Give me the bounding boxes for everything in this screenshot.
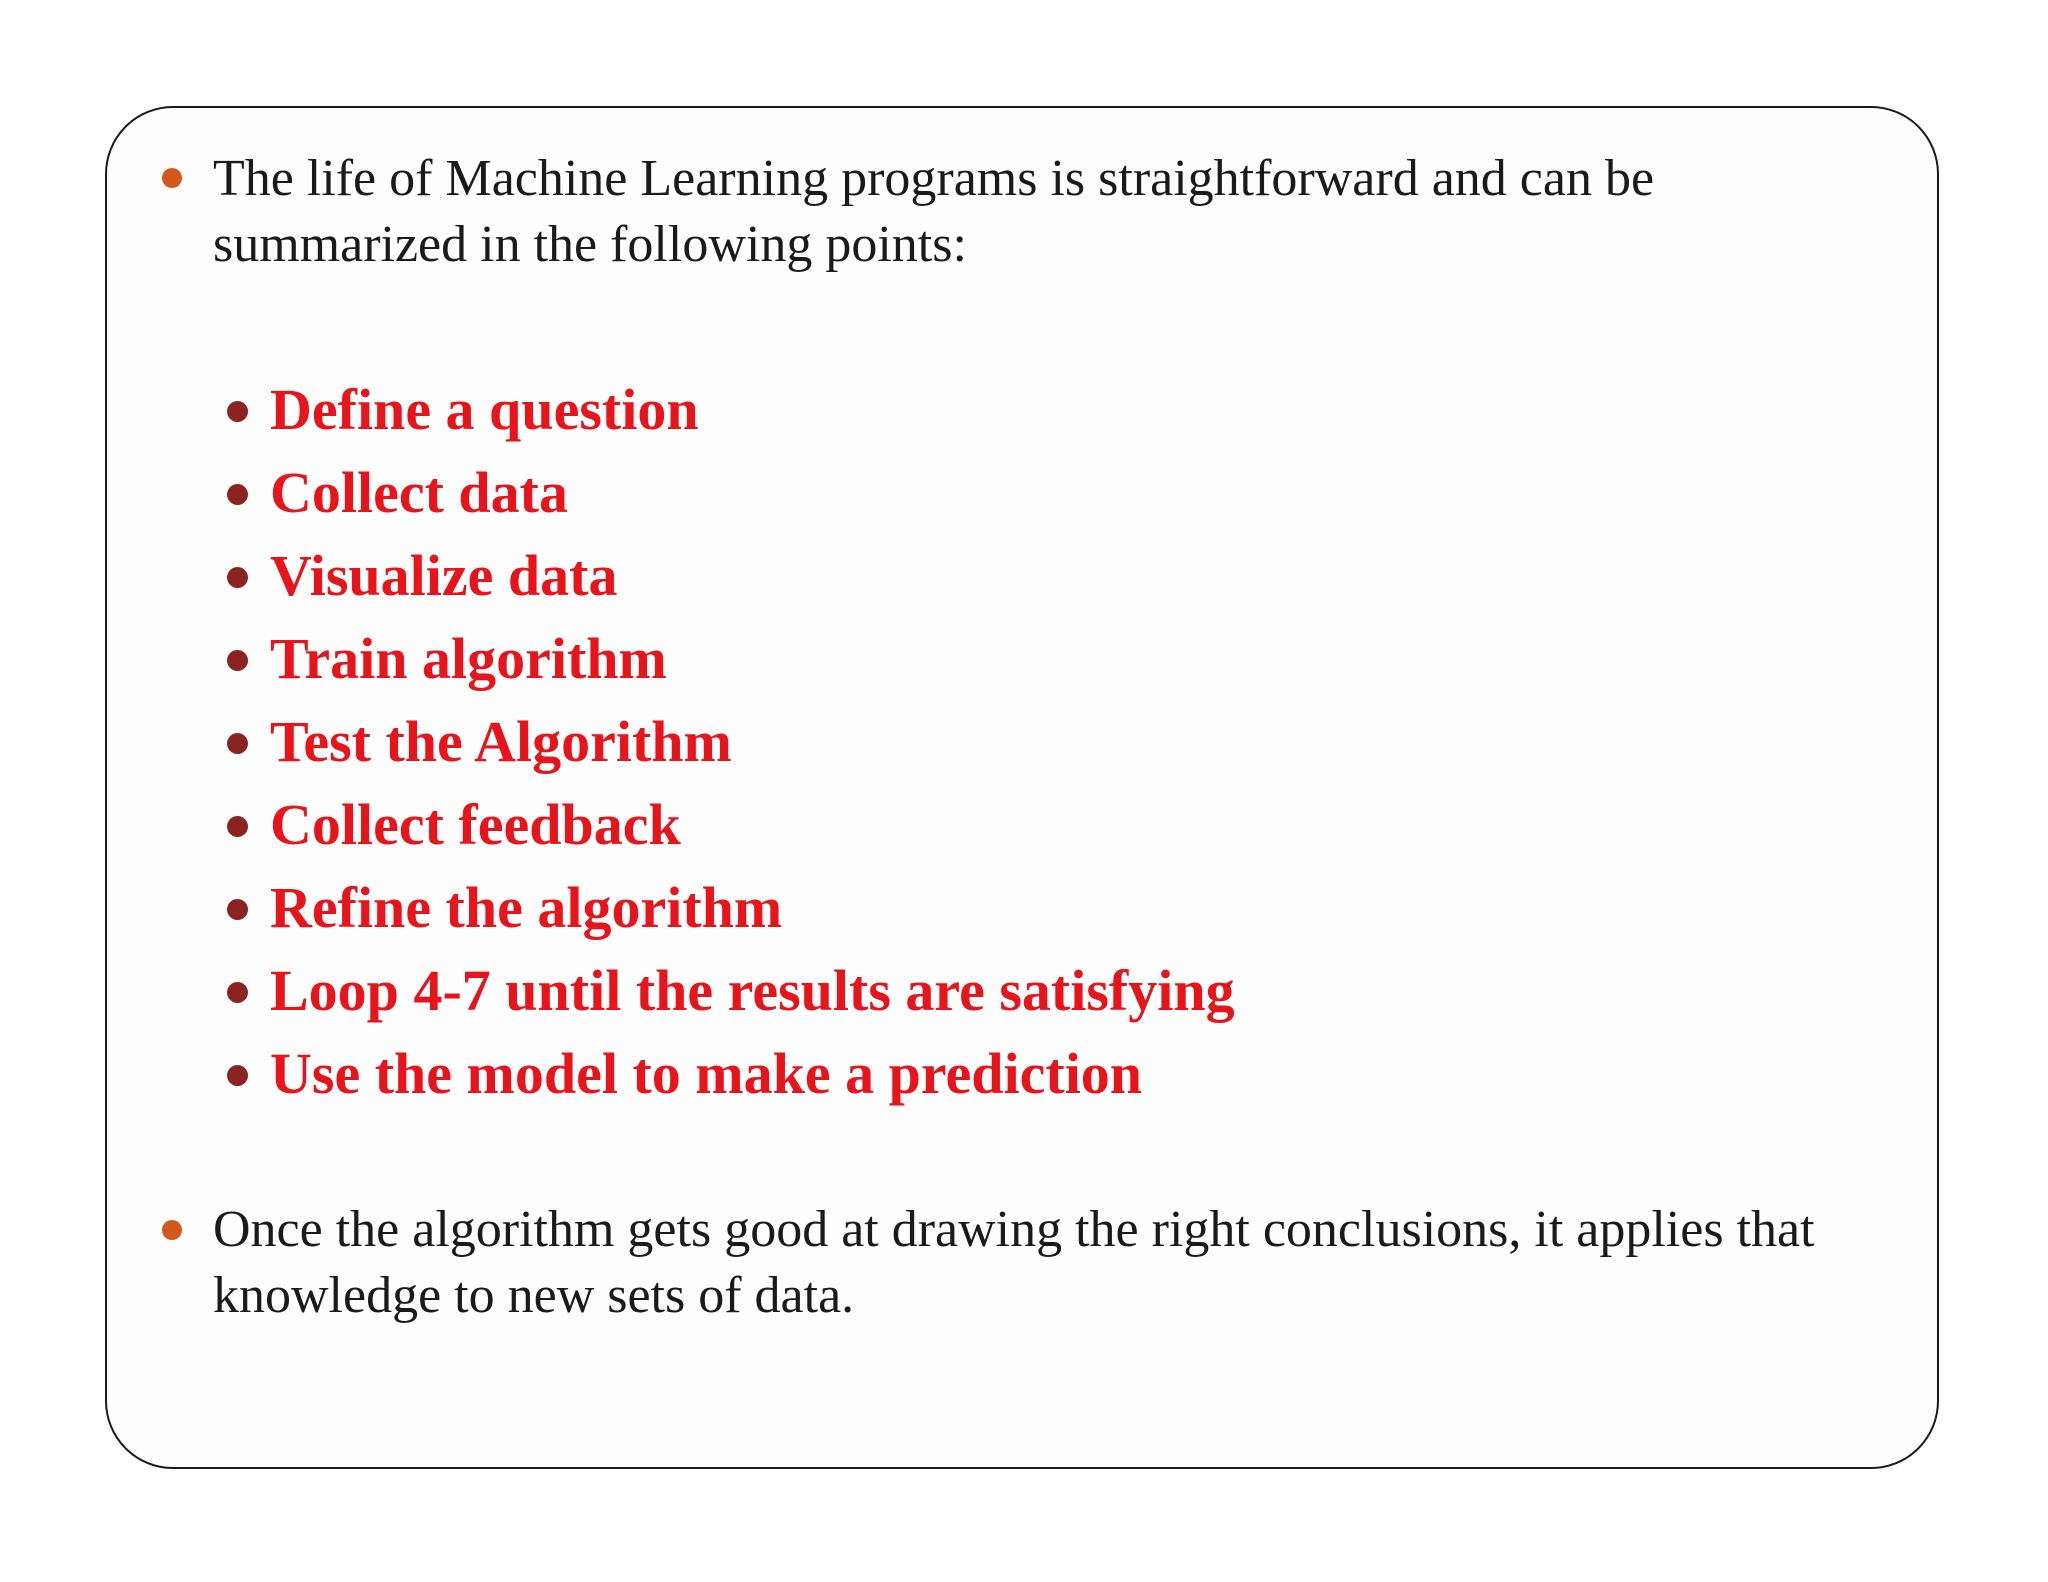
bullet-dot-icon <box>227 982 248 1003</box>
step-text: Test the Algorithm <box>270 709 732 774</box>
step-text: Refine the algorithm <box>270 875 783 940</box>
bullet-dot-icon <box>227 1065 248 1086</box>
step-text: Collect data <box>270 460 568 525</box>
main-bullet-icon <box>162 1220 182 1240</box>
bullet-dot-icon <box>227 816 248 837</box>
step-text: Loop 4-7 until the results are satisfying <box>270 958 1235 1023</box>
main-bullet-icon <box>162 168 182 188</box>
bullet-dot-icon <box>227 650 248 671</box>
step-text: Collect feedback <box>270 792 681 857</box>
step-text: Visualize data <box>270 543 618 608</box>
step-text: Use the model to make a prediction <box>270 1041 1143 1106</box>
intro-text: The life of Machine Learning programs is straightforward and can be summarized in the following points: <box>213 150 1655 273</box>
step-text: Define a question <box>270 377 699 442</box>
bullet-dot-icon <box>227 733 248 754</box>
step-text: Train algorithm <box>270 626 667 691</box>
bullet-dot-icon <box>227 899 248 920</box>
outro-text: Once the algorithm gets good at drawing the right conclusions, it applies that knowledge to new sets of data. <box>213 1201 1815 1324</box>
bullet-dot-icon <box>227 401 248 422</box>
bullet-dot-icon <box>227 567 248 588</box>
bullet-dot-icon <box>227 484 248 505</box>
